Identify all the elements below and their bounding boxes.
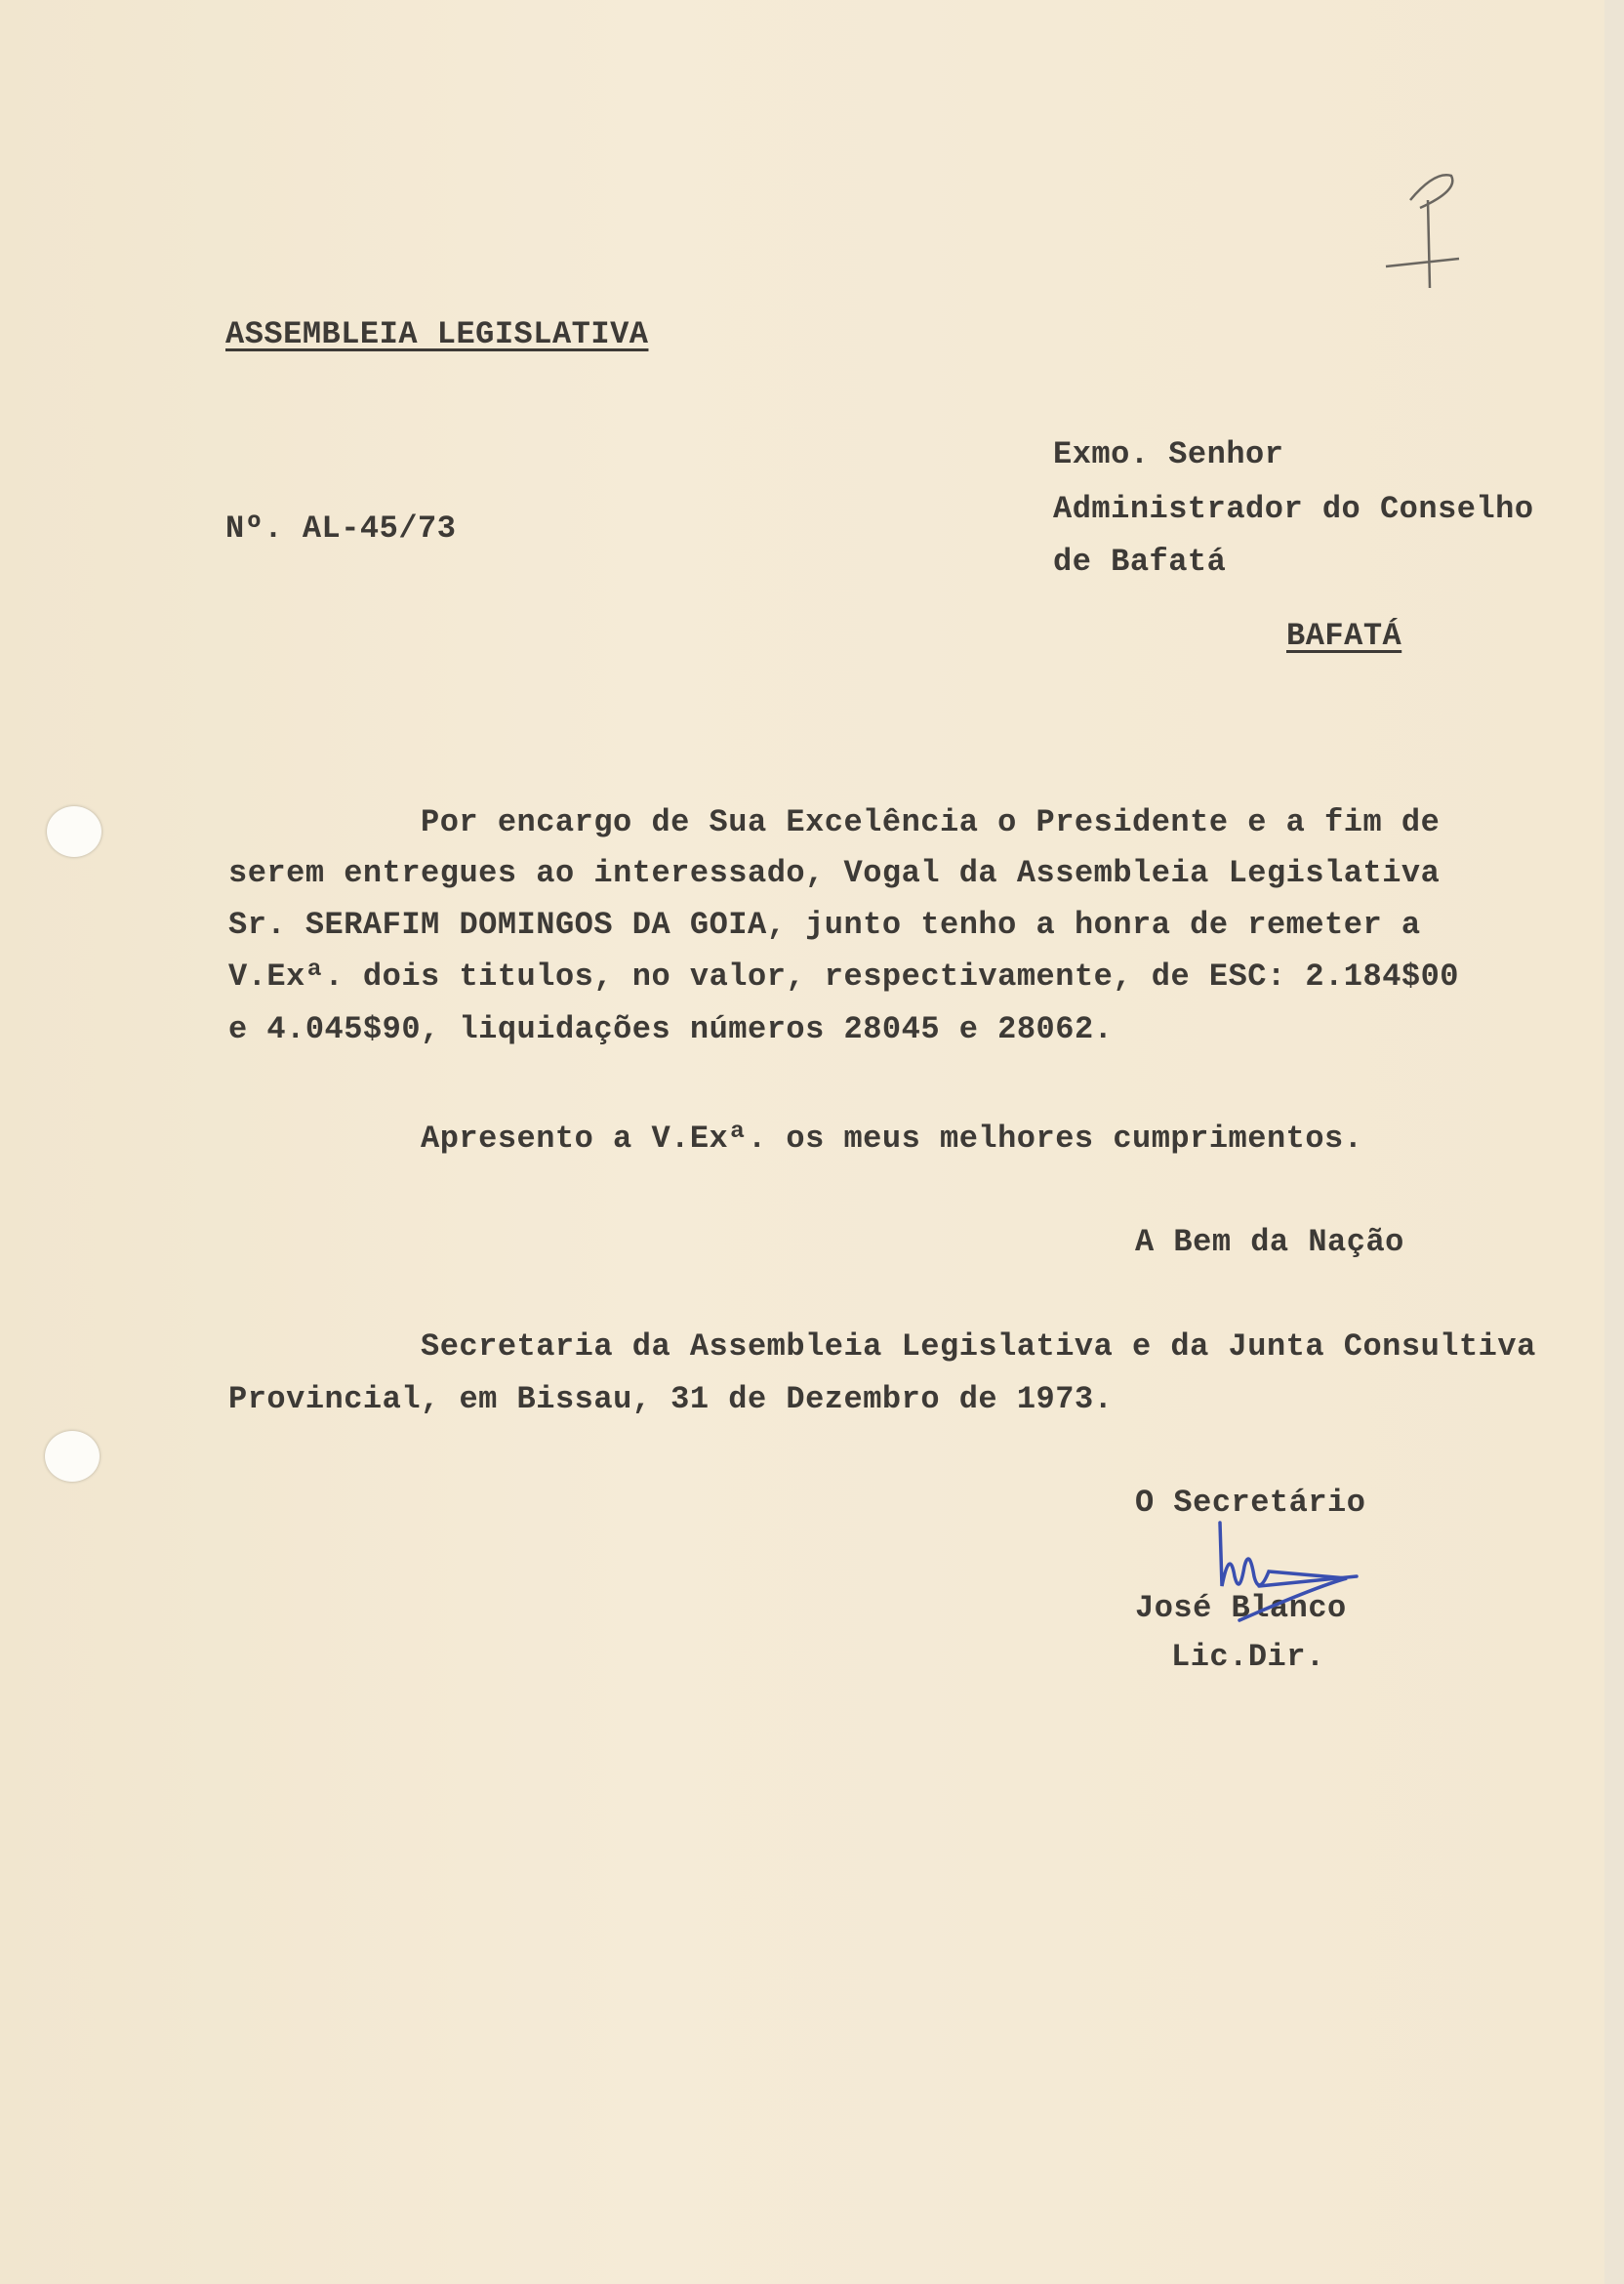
punch-hole <box>45 1431 100 1482</box>
reference-number: Nº. AL-45/73 <box>225 510 457 547</box>
body-line: serem entregues ao interessado, Vogal da Assembleia Legislativa <box>228 855 1441 891</box>
closing-line: Apresento a V.Exª. os meus melhores cumprimentos. <box>421 1121 1363 1157</box>
page-edge <box>1604 0 1624 2284</box>
place-date-line: Provincial, em Bissau, 31 de Dezembro de 1973. <box>228 1381 1114 1417</box>
addressee-line: Exmo. Senhor <box>1053 436 1284 472</box>
signatory-title: Lic.Dir. <box>1171 1639 1325 1675</box>
signatory-role: O Secretário <box>1135 1485 1366 1521</box>
punch-hole <box>47 806 102 857</box>
body-line: Sr. SERAFIM DOMINGOS DA GOIA, junto tenho a honra de remeter a <box>228 907 1421 943</box>
body-line: V.Exª. dois titulos, no valor, respectivamente, de ESC: 2.184$00 <box>228 958 1459 995</box>
place-date-line: Secretaria da Assembleia Legislativa e da Junta Consultiva <box>421 1328 1536 1365</box>
addressee-city: BAFATÁ <box>1286 618 1402 654</box>
motto: A Bem da Nação <box>1135 1224 1404 1260</box>
institution-heading: ASSEMBLEIA LEGISLATIVA <box>225 316 649 352</box>
body-line: Por encargo de Sua Excelência o Presidente e a fim de <box>421 804 1441 840</box>
addressee-line: Administrador do Conselho <box>1053 491 1534 527</box>
folio-handwritten-mark <box>1381 161 1479 307</box>
handwritten-signature <box>1200 1518 1366 1635</box>
body-line: e 4.045$90, liquidações números 28045 e 28062. <box>228 1011 1114 1047</box>
addressee-line: de Bafatá <box>1053 544 1227 580</box>
signatory-name: José Blanco <box>1135 1590 1347 1626</box>
